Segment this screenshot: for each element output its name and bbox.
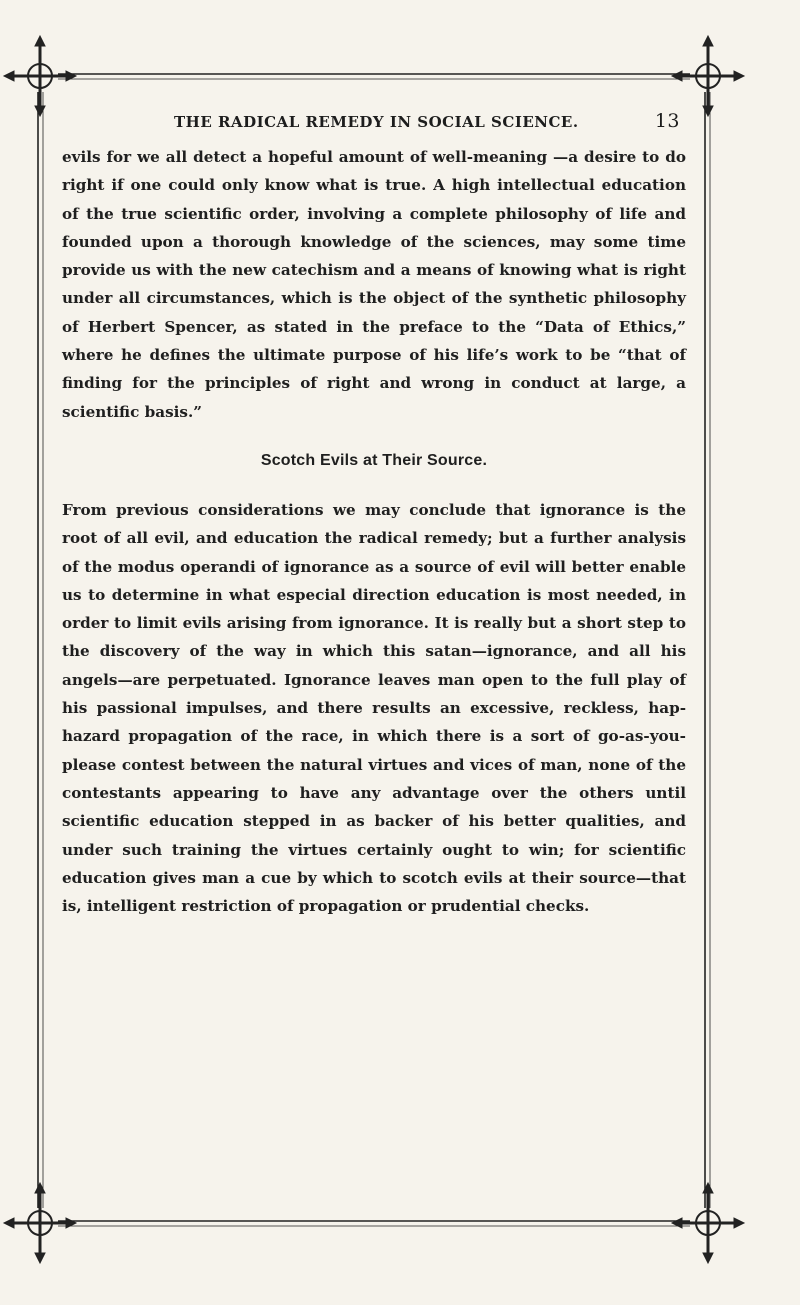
- page-number: 13: [654, 110, 680, 132]
- body-text: [62, 143, 686, 920]
- running-title: THE RADICAL REMEDY IN SOCIAL SCIENCE.: [174, 113, 579, 131]
- fleuron-cross-icon: [672, 36, 744, 116]
- fleuron-cross-icon: [4, 36, 76, 116]
- running-head: [130, 110, 680, 140]
- paragraph-2: From previous considerations we may conclude that ignorance is the root of all evil, and education the radical remedy; but a further analysis of the modus operandi of ignorance as a source of evil will better enable us to determine in what especial direction education is most needed, in order to limit evils arising from ignorance. It is really but a short step to the discovery of the way in which this satan—ignorance, and all his angels—are perpetuated. Ignorance leaves man open to the full play of his passional impulses, and there results an excessive, reckless, hap-hazard propagation of the race, in which there is a sort of go-as-you-please contest between the natural virtues and vices of man, none of the contestants appearing to have any advantage over the others until scientific education stepped in as backer of his better qualities, and under such training the virtues certainly ought to win; for scientific education gives man a cue by which to scotch evils at their source—that is, intelligent restriction of propagation or prudential checks.: [62, 500, 686, 916]
- fleuron-cross-icon: [4, 1183, 76, 1263]
- paragraph-1: evils for we all detect a hopeful amount of well-meaning —a desire to do right if one could only know what is true. A high intellectual education of the true scientific order, involving a complete philosophy of life and founded upon a thorough knowledge of the sciences, may some time provide us with the new catechism and a means of knowing what is right under all circumstances, which is the object of the synthetic philosophy of Herbert Spencer, as stated in the preface to the “Data of Ethics,” where he defines the ultimate purpose of his life’s work to be “that of finding for the principles of right and wrong in conduct at large, a scientific basis.”: [62, 148, 686, 421]
- section-heading: Scotch Evils at Their Source.: [260, 451, 488, 469]
- fleuron-cross-icon: [672, 1183, 744, 1263]
